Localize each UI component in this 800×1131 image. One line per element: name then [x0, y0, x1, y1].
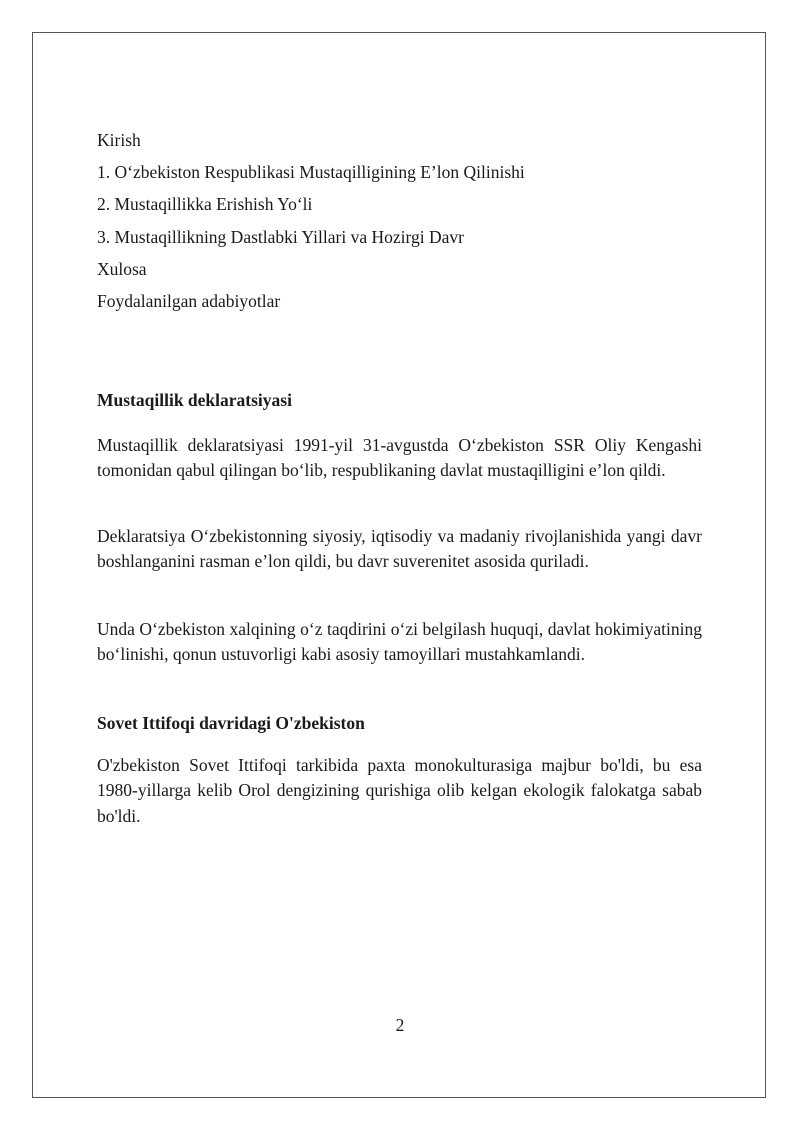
document-body: [97, 128, 702, 829]
table-of-contents: [97, 128, 702, 314]
paragraph: O'zbekiston Sovet Ittifoqi tarkibida paxta monokulturasiga majbur bo'ldi, bu esa 1980-yillarga kelib Orol dengizining qurishiga olib kelgan ekologik falokatga sabab bo'ldi.: [97, 754, 702, 826]
toc-item: 1. O‘zbekiston Respublikasi Mustaqilligining E’lon Qilinishi: [97, 162, 525, 183]
paragraph: Mustaqillik deklaratsiyasi 1991-yil 31-avgustda O‘zbekiston SSR Oliy Kengashi tomonidan qabul qilingan bo‘lib, respublikaning davlat mustaqilligini e’lon qildi.: [97, 434, 702, 481]
section-heading-soviet: Sovet Ittifoqi davridagi O'zbekiston: [97, 712, 365, 733]
toc-item: Foydalanilgan adabiyotlar: [97, 290, 281, 311]
toc-item: 2. Mustaqillikka Erishish Yo‘li: [97, 194, 313, 215]
paragraph: Deklaratsiya O‘zbekistonning siyosiy, iqtisodiy va madaniy rivojlanishida yangi davr boshlanganini rasman e’lon qildi, bu davr suverenitet asosida quriladi.: [97, 525, 702, 572]
toc-item: Xulosa: [97, 258, 147, 279]
paragraph: Unda O‘zbekiston xalqining o‘z taqdirini o‘zi belgilash huquqi, davlat hokimiyatining bo‘linishi, qonun ustuvorligi kabi asosiy tamoyillari mustahkamlandi.: [97, 618, 702, 665]
section-heading-declaration: Mustaqillik deklaratsiyasi: [97, 389, 292, 410]
page-number: 2: [395, 1015, 405, 1035]
toc-item: Kirish: [97, 130, 141, 150]
toc-item: 3. Mustaqillikning Dastlabki Yillari va Hozirgi Davr: [97, 226, 464, 247]
